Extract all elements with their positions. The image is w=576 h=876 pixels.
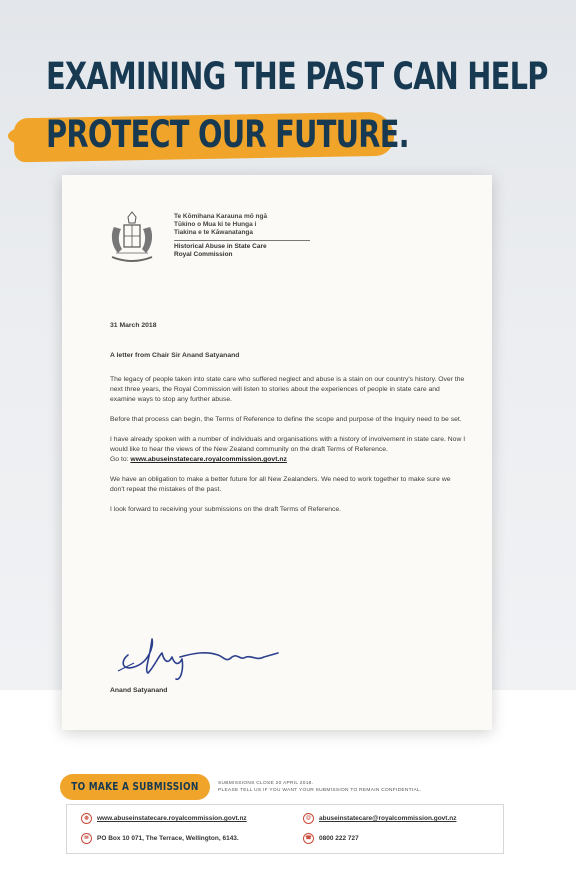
org-maori-line-3: Tiakina e te Kāwanatanga (174, 229, 253, 236)
letter-paragraph-4: We have an obligation to make a better future for all New Zealanders. We need to work together to make sure we don't repeat the mistakes of the past. (110, 476, 451, 493)
signatory-name: Anand Satyanand (110, 687, 168, 694)
headline-line-2: PROTECT OUR FUTURE. (46, 113, 409, 156)
submission-close-note (218, 780, 422, 794)
contact-phone-text: 0800 222 727 (319, 835, 359, 843)
contact-postal-text: PO Box 10 071, The Terrace, Wellington, 6143. (97, 835, 239, 843)
org-maori-line-1: Te Kōmihana Karauna mō ngā (174, 213, 268, 220)
close-note-line-2: PLEASE TELL US IF YOU WANT YOUR SUBMISSION TO REMAIN CONFIDENTIAL. (218, 788, 422, 793)
contact-email-text: abuseinstatecare@royalcommission.govt.nz (319, 815, 457, 823)
contact-phone[interactable] (303, 833, 359, 844)
submission-title-badge (60, 774, 210, 800)
goto-label: Go to: (110, 456, 129, 463)
headline-line-1: EXAMINING THE PAST CAN HELP (46, 55, 548, 98)
letter-subject: A letter from Chair Sir Anand Satyanand (110, 352, 240, 359)
close-note-line-1: SUBMISSIONS CLOSE 20 APRIL 2018. (218, 781, 314, 786)
website-link[interactable]: www.abuseinstatecare.royalcommission.govt.nz (130, 456, 287, 463)
contact-website-text: www.abuseinstatecare.royalcommission.govt.nz (97, 815, 247, 823)
globe-icon: ◍ (81, 813, 92, 824)
contact-website[interactable] (81, 813, 247, 824)
letter-paragraph-5: I look forward to receiving your submissions on the draft Terms of Reference. (110, 506, 342, 513)
coat-of-arms-icon (102, 209, 162, 267)
submission-section (60, 770, 516, 860)
letterhead-org-name (174, 213, 310, 259)
letter-paragraph-2: Before that process can begin, the Terms of Reference to define the scope and purpose of the Inquiry need to be set. (110, 416, 462, 423)
letter-date: 31 March 2018 (110, 322, 157, 329)
letter-paragraph-3-text: I have already spoken with a number of individuals and organisations with a history of involvement in state care. Now I would like to hear the views of the New Zealand community on the draft Terms of Reference. (110, 436, 466, 453)
contact-postal (81, 833, 239, 844)
contact-box (66, 804, 504, 854)
contact-email[interactable] (303, 813, 456, 824)
letter-paragraph-1: The legacy of people taken into state care who suffered neglect and abuse is a stain on our country's history. Over the next three years, the Royal Commission will listen to stories about the experiences of people in state care and examine ways to stop any further abuse. (110, 376, 465, 403)
letter-sheet (62, 175, 492, 730)
email-icon: @ (303, 813, 314, 824)
phone-icon: ☎ (303, 833, 314, 844)
letter-paragraph-3 (110, 435, 466, 465)
letterhead-divider (174, 240, 310, 241)
org-english-line-2: Royal Commission (174, 251, 233, 258)
mail-icon: ✉ (81, 833, 92, 844)
signature-icon (114, 627, 284, 682)
submission-title: TO MAKE A SUBMISSION (71, 781, 199, 793)
org-maori-line-2: Tūkino o Mua ki te Hunga i (174, 221, 257, 228)
org-english-line-1: Historical Abuse in State Care (174, 243, 267, 250)
letter-body (110, 321, 466, 525)
